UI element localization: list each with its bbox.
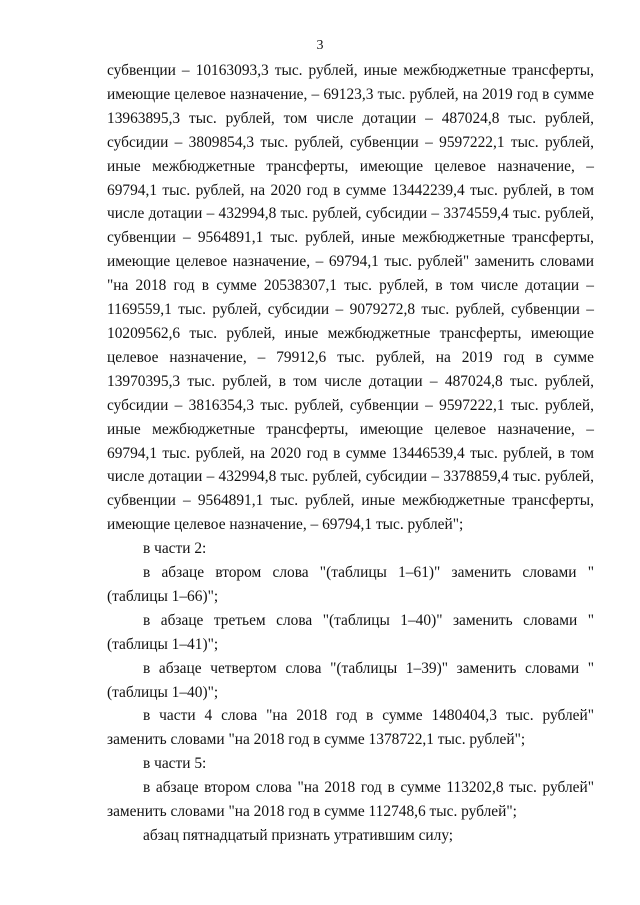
paragraph-part-2-third-clause: в абзаце третьем слова "(таблицы 1–40)" заменить словами "(таблицы 1–41)"; [107, 611, 594, 653]
document-body [107, 59, 594, 848]
paragraph-part-2-second-clause: в абзаце втором слова "(таблицы 1–61)" заменить словами "(таблицы 1–66)"; [107, 564, 594, 605]
paragraph-part-5-second-clause: в абзаце втором слова "на 2018 год в сумме 113202,8 тыс. рублей" заменить словами "на 2018 год в сумме 112748,6 тыс. рублей"; [107, 779, 594, 821]
paragraph-part-2-fourth-clause: в абзаце четвертом слова "(таблицы 1–39)" заменить словами "(таблицы 1–40)"; [107, 659, 594, 701]
paragraph-amendment-amounts: субвенции – 10163093,3 тыс. рублей, иные межбюджетные трансферты, имеющие целевое назначение, – 69123,3 тыс. рублей, на 2019 год в сумме 13963895,3 тыс. рублей, том числе дотации – 487024,8 тыс. рублей, субсидии – 3809854,3 тыс. рублей, субвенции – 9597222,1 тыс. рублей, иные межбюджетные трансферты, имеющие целевое назначение, – 69794,1 тыс. рублей, на 2020 год в сумме 13442239,4 тыс. рублей, в том числе дотации – 432994,8 тыс. рублей, субсидии – 3374559,4 тыс. рублей, субвенции – 9564891,1 тыс. рублей, иные межбюджетные трансферты, имеющие целевое назначение, – 69794,1 тыс. рублей" заменить словами "на 2018 год в сумме 20538307,1 тыс. рублей, в том числе дотации – 1169559,1 тыс. рублей, субсидии – 9079272,8 тыс. рублей, субвенции – 10209562,6 тыс. рублей, иные межбюджетные трансферты, имеющие целевое назначение, – 79912,6 тыс. рублей, на 2019 год в сумме 13970395,3 тыс. рублей, в том числе дотации – 487024,8 тыс. рублей, субсидии – 3816354,3 тыс. рублей, субвенции – 9597222,1 тыс. рублей, иные межбюджетные трансферты, имеющие целевое назначение, – 69794,1 тыс. рублей, на 2020 год в сумме 13446539,4 тыс. рублей, в том числе дотации – 432994,8 тыс. рублей, субсидии – 3378859,4 тыс. рублей, субвенции – 9564891,1 тыс. рублей, иные межбюджетные трансферты, имеющие целевое назначение, – 69794,1 тыс. рублей"; [107, 62, 594, 534]
paragraph-part-5-heading: в части 5: [143, 755, 207, 773]
paragraph-part-2-heading: в части 2: [143, 540, 207, 558]
paragraph-part-4: в части 4 слова "на 2018 год в сумме 1480404,3 тыс. рублей" заменить словами "на 2018 год в сумме 1378722,1 тыс. рублей"; [107, 707, 594, 749]
page-number: 3 [316, 38, 324, 53]
paragraph-part-5-fifteenth-clause: абзац пятнадцатый признать утратившим силу; [143, 827, 454, 844]
